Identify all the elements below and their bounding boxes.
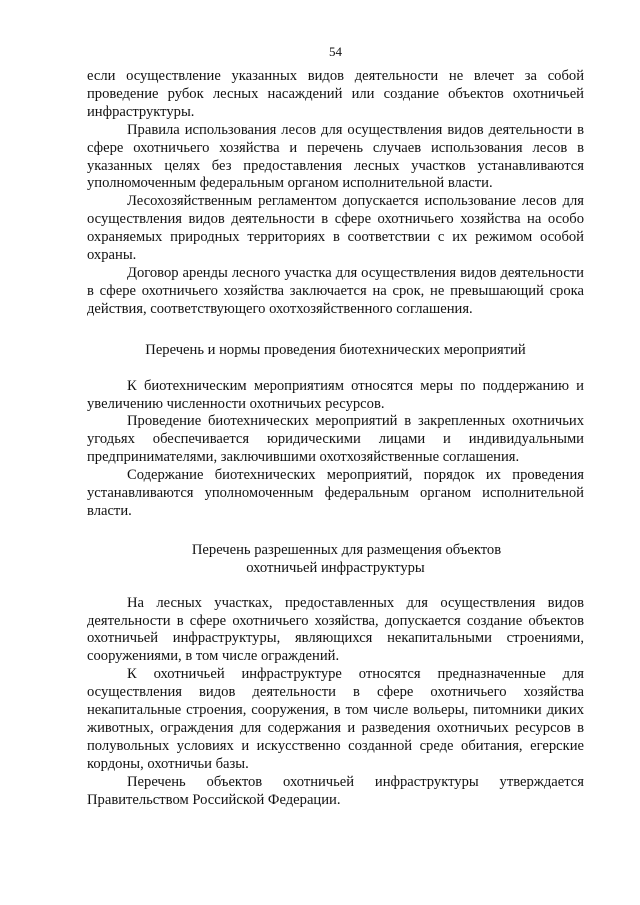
section-heading-line-2: охотничьей инфраструктуры xyxy=(246,559,425,576)
paragraph: Перечень объектов охотничьей инфраструктуры утверждается Правительством Российской Федерации. xyxy=(87,773,584,808)
paragraph-continuation: если осуществление указанных видов деятельности не влечет за собой проведение рубок лесных насаждений или создание объектов охотничьей инфраструктуры. xyxy=(87,68,584,120)
paragraph: Правила использования лесов для осуществления видов деятельности в сфере охотничьего хозяйства и перечень случаев использования лесов в указанных целях без предоставления лесных участков устанавливаются уполномоченным федеральным органом исполнительной власти. xyxy=(87,121,584,192)
section-heading-infrastructure xyxy=(87,542,584,578)
paragraph: К охотничьей инфраструктуре относятся предназначенные для осуществления видов деятельности в сфере охотничьего хозяйства некапитальные строения, сооружения, в том числе вольеры, питомники диких животных, ограждения для содержания и разведения охотничьих ресурсов в полувольных условиях и искусственно созданной среде обитания, егерские кордоны, охотничьи базы. xyxy=(87,666,584,772)
paragraph: На лесных участках, предоставленных для осуществления видов деятельности в сфере охотничьего хозяйства, допускается создание объектов охотничьей инфраструктуры, являющихся некапитальными строениями, сооружениями, в том числе ограждений. xyxy=(87,594,584,665)
paragraph: Содержание биотехнических мероприятий, порядок их проведения устанавливаются уполномоченным федеральным органом исполнительной власти. xyxy=(87,467,584,519)
paragraph: Проведение биотехнических мероприятий в закрепленных охотничьих угодьях обеспечивается юридическими лицами и индивидуальными предпринимателями, заключившими охотхозяйственные соглашения. xyxy=(87,413,584,466)
document-body xyxy=(87,68,584,810)
page-number: 54 xyxy=(329,44,342,59)
paragraph: К биотехническим мероприятиям относятся меры по поддержанию и увеличению численности охотничьих ресурсов. xyxy=(87,377,584,412)
paragraph: Лесохозяйственным регламентом допускается использование лесов для осуществления видов деятельности в сфере охотничьего хозяйства на особо охраняемых природных территориях в соответствии с их режимом особой охраны. xyxy=(87,193,584,264)
section-heading-biotechnical: Перечень и нормы проведения биотехнических мероприятий xyxy=(145,341,526,358)
paragraph: Договор аренды лесного участка для осуществления видов деятельности в сфере охотничьего хозяйства заключается на срок, не превышающий срока действия, соответствующего охотхозяйственного соглашения. xyxy=(87,264,584,317)
section-heading-line-1: Перечень разрешенных для размещения объектов xyxy=(191,541,502,558)
